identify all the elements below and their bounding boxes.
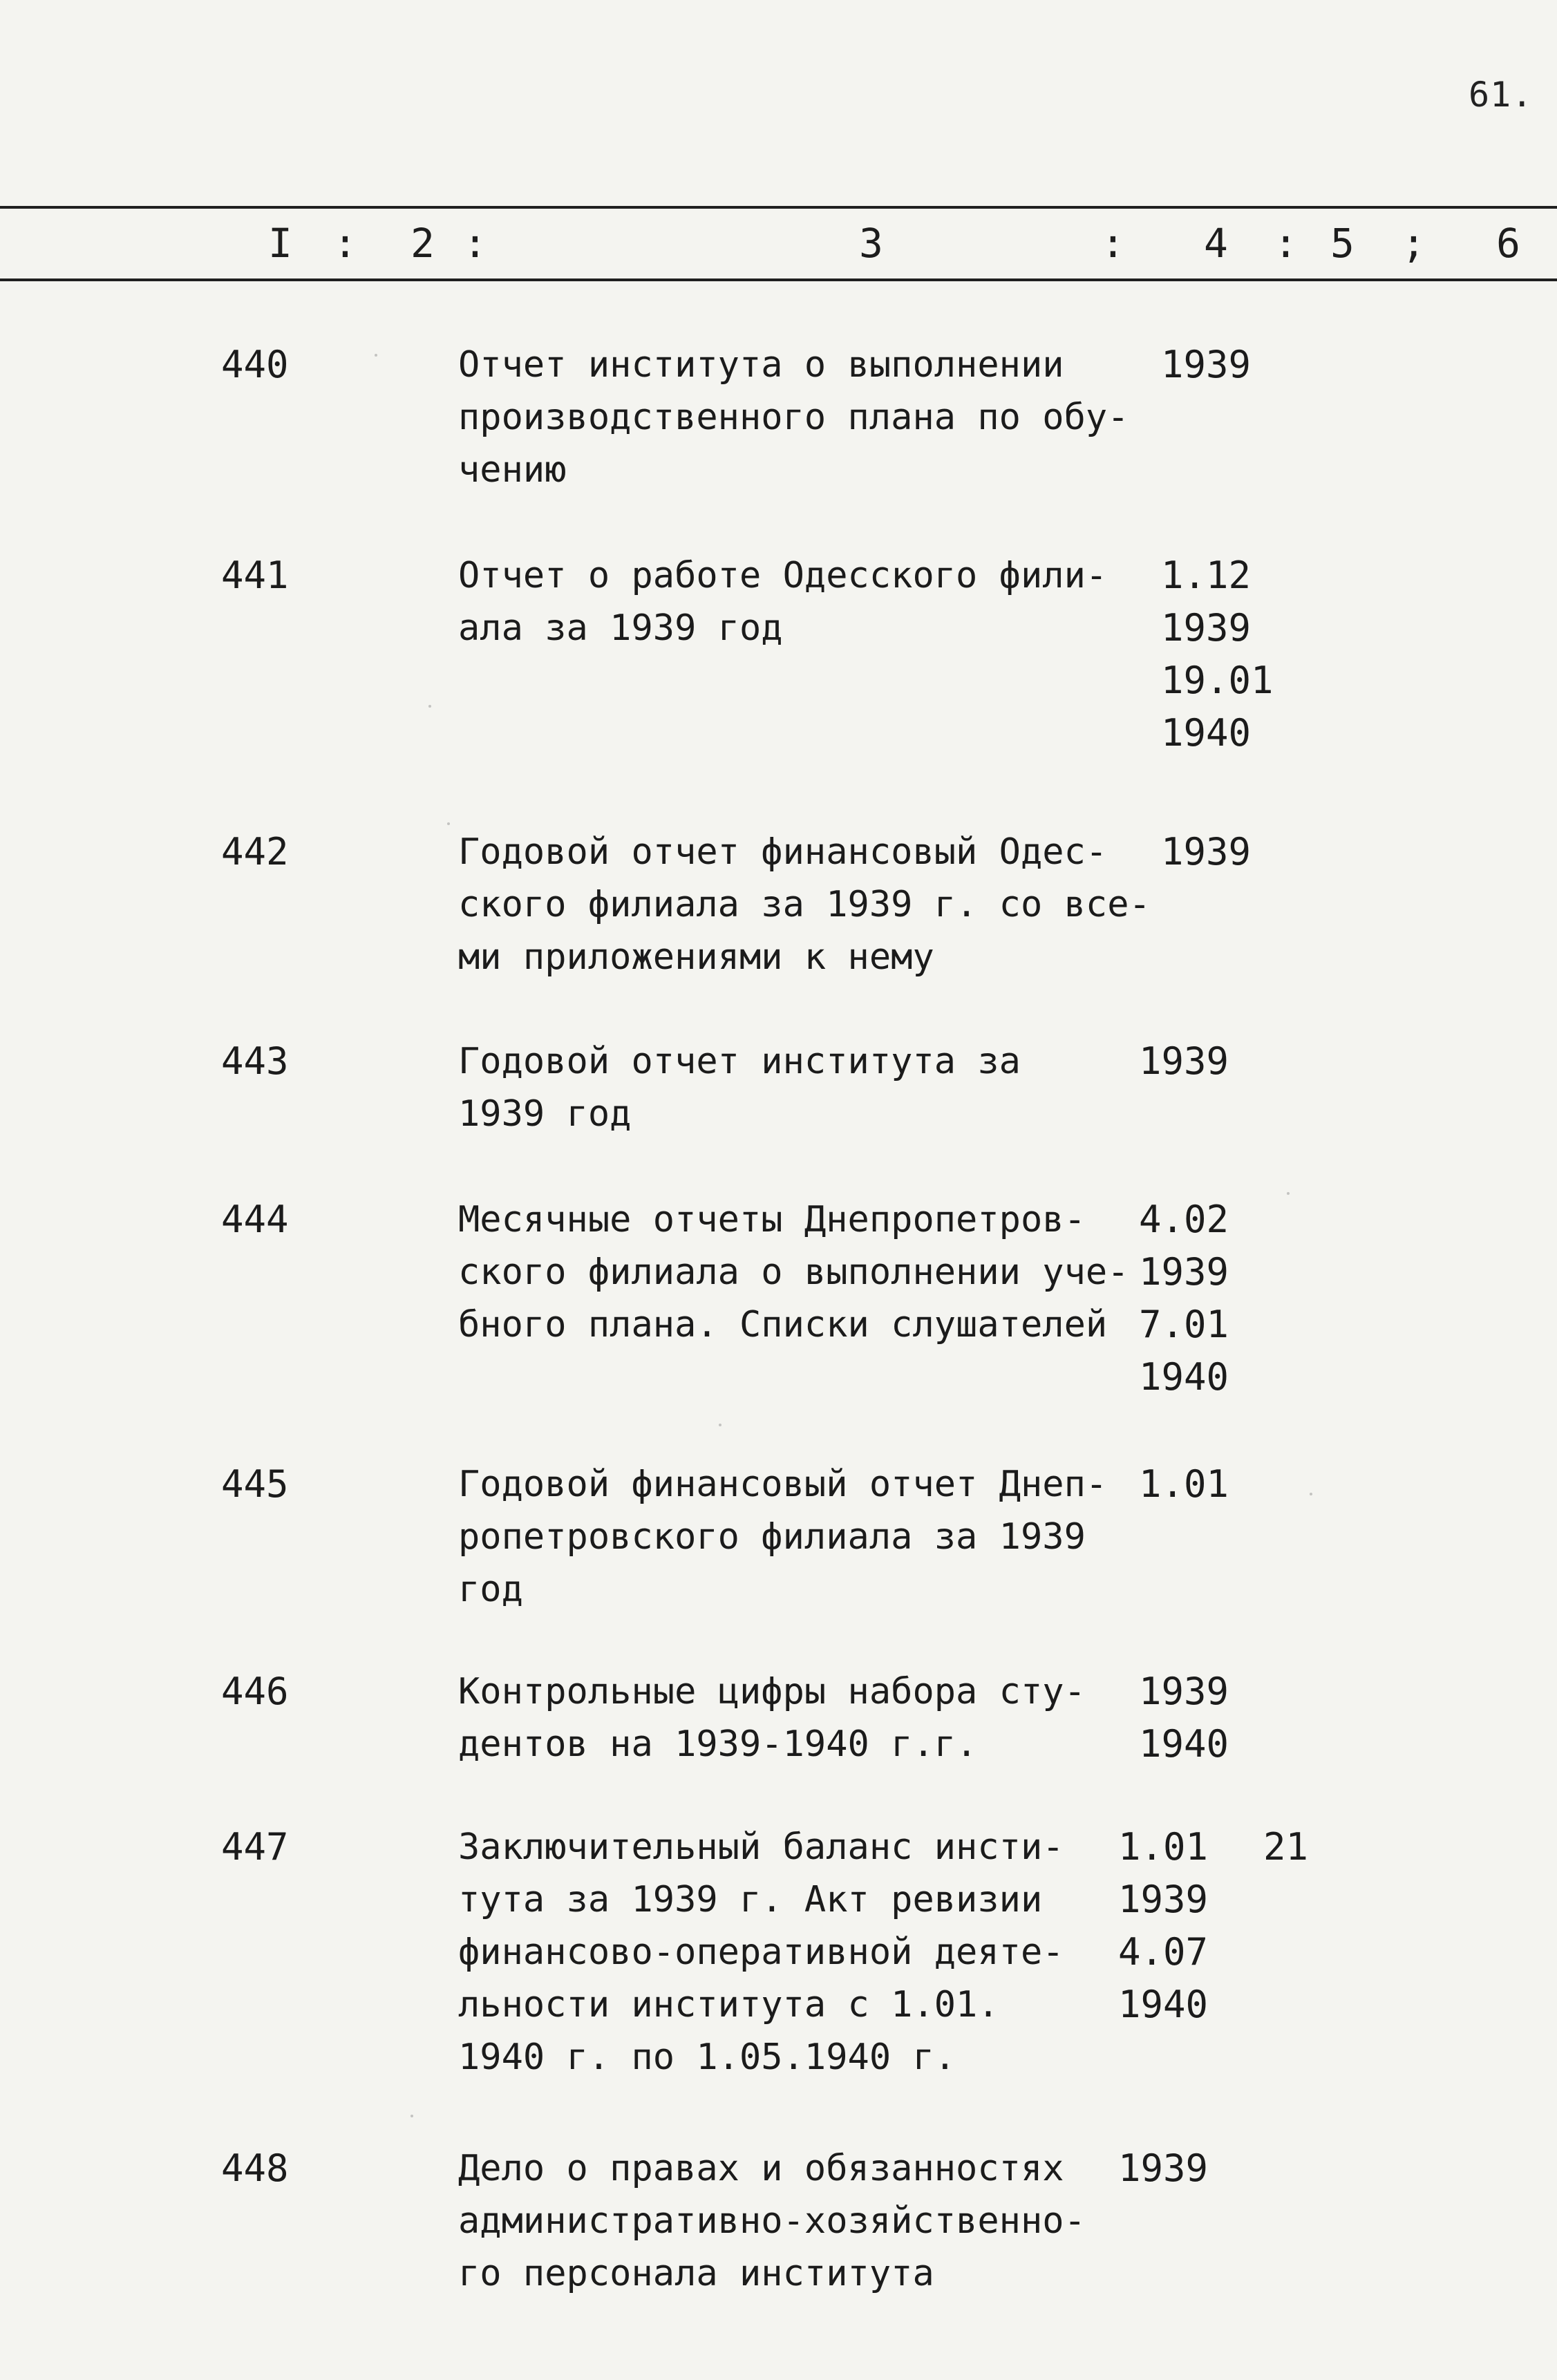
record-dates: 1939 [1139,1039,1229,1083]
column-separator: : [333,220,357,267]
record-title: Месячные отчеты Днепропетров- ского филиала о выполнении уче- бного плана. Списки слушателей [458,1199,1129,1345]
column-header-6: 6 [1496,220,1520,267]
scan-speck [719,1424,721,1426]
scan-speck [428,705,431,708]
column-header-3: 3 [859,220,883,267]
scan-speck [1287,1192,1290,1195]
record-title: Отчет о работе Одесского фили- ала за 1939 год [458,555,1108,649]
column-header-1: I [268,220,292,267]
record-number: 440 [221,343,289,386]
record-number: 442 [221,830,289,873]
record-dates: 1.01 [1139,1462,1229,1506]
record-dates: 1939 [1118,2146,1209,2190]
record-title: Годовой финансовый отчет Днеп- ропетровского филиала за 1939 год [458,1464,1108,1610]
column-header-5: 5 [1330,220,1355,267]
column-header-4: 4 [1204,220,1228,267]
page-number: 61. [1469,75,1534,115]
record-number: 447 [221,1825,289,1869]
record-dates: 1.12 1939 19.01 1940 [1161,554,1274,755]
record-title: Годовой отчет института за 1939 год [458,1041,1021,1135]
column-header-2: 2 [411,220,435,267]
scan-speck [375,354,377,357]
record-title: Дело о правах и обязанностях административно-хозяйственно- го персонала института [458,2148,1086,2294]
record-dates: 1939 [1161,343,1252,386]
header-top-rule [0,206,1557,209]
column-separator: : [1101,220,1125,267]
column-separator: : [1274,220,1298,267]
record-number: 441 [221,554,289,597]
record-title: Заключительный баланс инсти- тута за 1939 г. Акт ревизии финансово-оперативной деяте- льности института с 1.01. 1940 г. по 1.05.1940 г. [458,1826,1064,2078]
record-dates: 4.02 1939 7.01 1940 [1139,1198,1229,1399]
record-number: 443 [221,1039,289,1083]
record-number: 445 [221,1462,289,1506]
record-title: Контрольные цифры набора сту- дентов на 1939-1940 г.г. [458,1671,1086,1765]
record-dates: 1939 [1161,830,1252,873]
record-dates: 1.01 1939 4.07 1940 [1118,1825,1209,2026]
scan-speck [411,2115,413,2117]
record-dates: 1939 1940 [1139,1670,1229,1766]
column-separator: : [463,220,487,267]
record-title: Годовой отчет финансовый Одес- ского филиала за 1939 г. со все- ми приложениями к нему [458,831,1151,978]
header-bottom-rule [0,278,1557,281]
record-title: Отчет института о выполнении производственного плана по обу- чению [458,344,1129,491]
record-number: 448 [221,2146,289,2190]
record-sheets: 21 [1263,1825,1309,1869]
column-separator: ; [1402,220,1426,267]
record-number: 446 [221,1670,289,1713]
record-number: 444 [221,1198,289,1241]
scan-speck [447,822,450,825]
scan-speck [1310,1493,1312,1495]
